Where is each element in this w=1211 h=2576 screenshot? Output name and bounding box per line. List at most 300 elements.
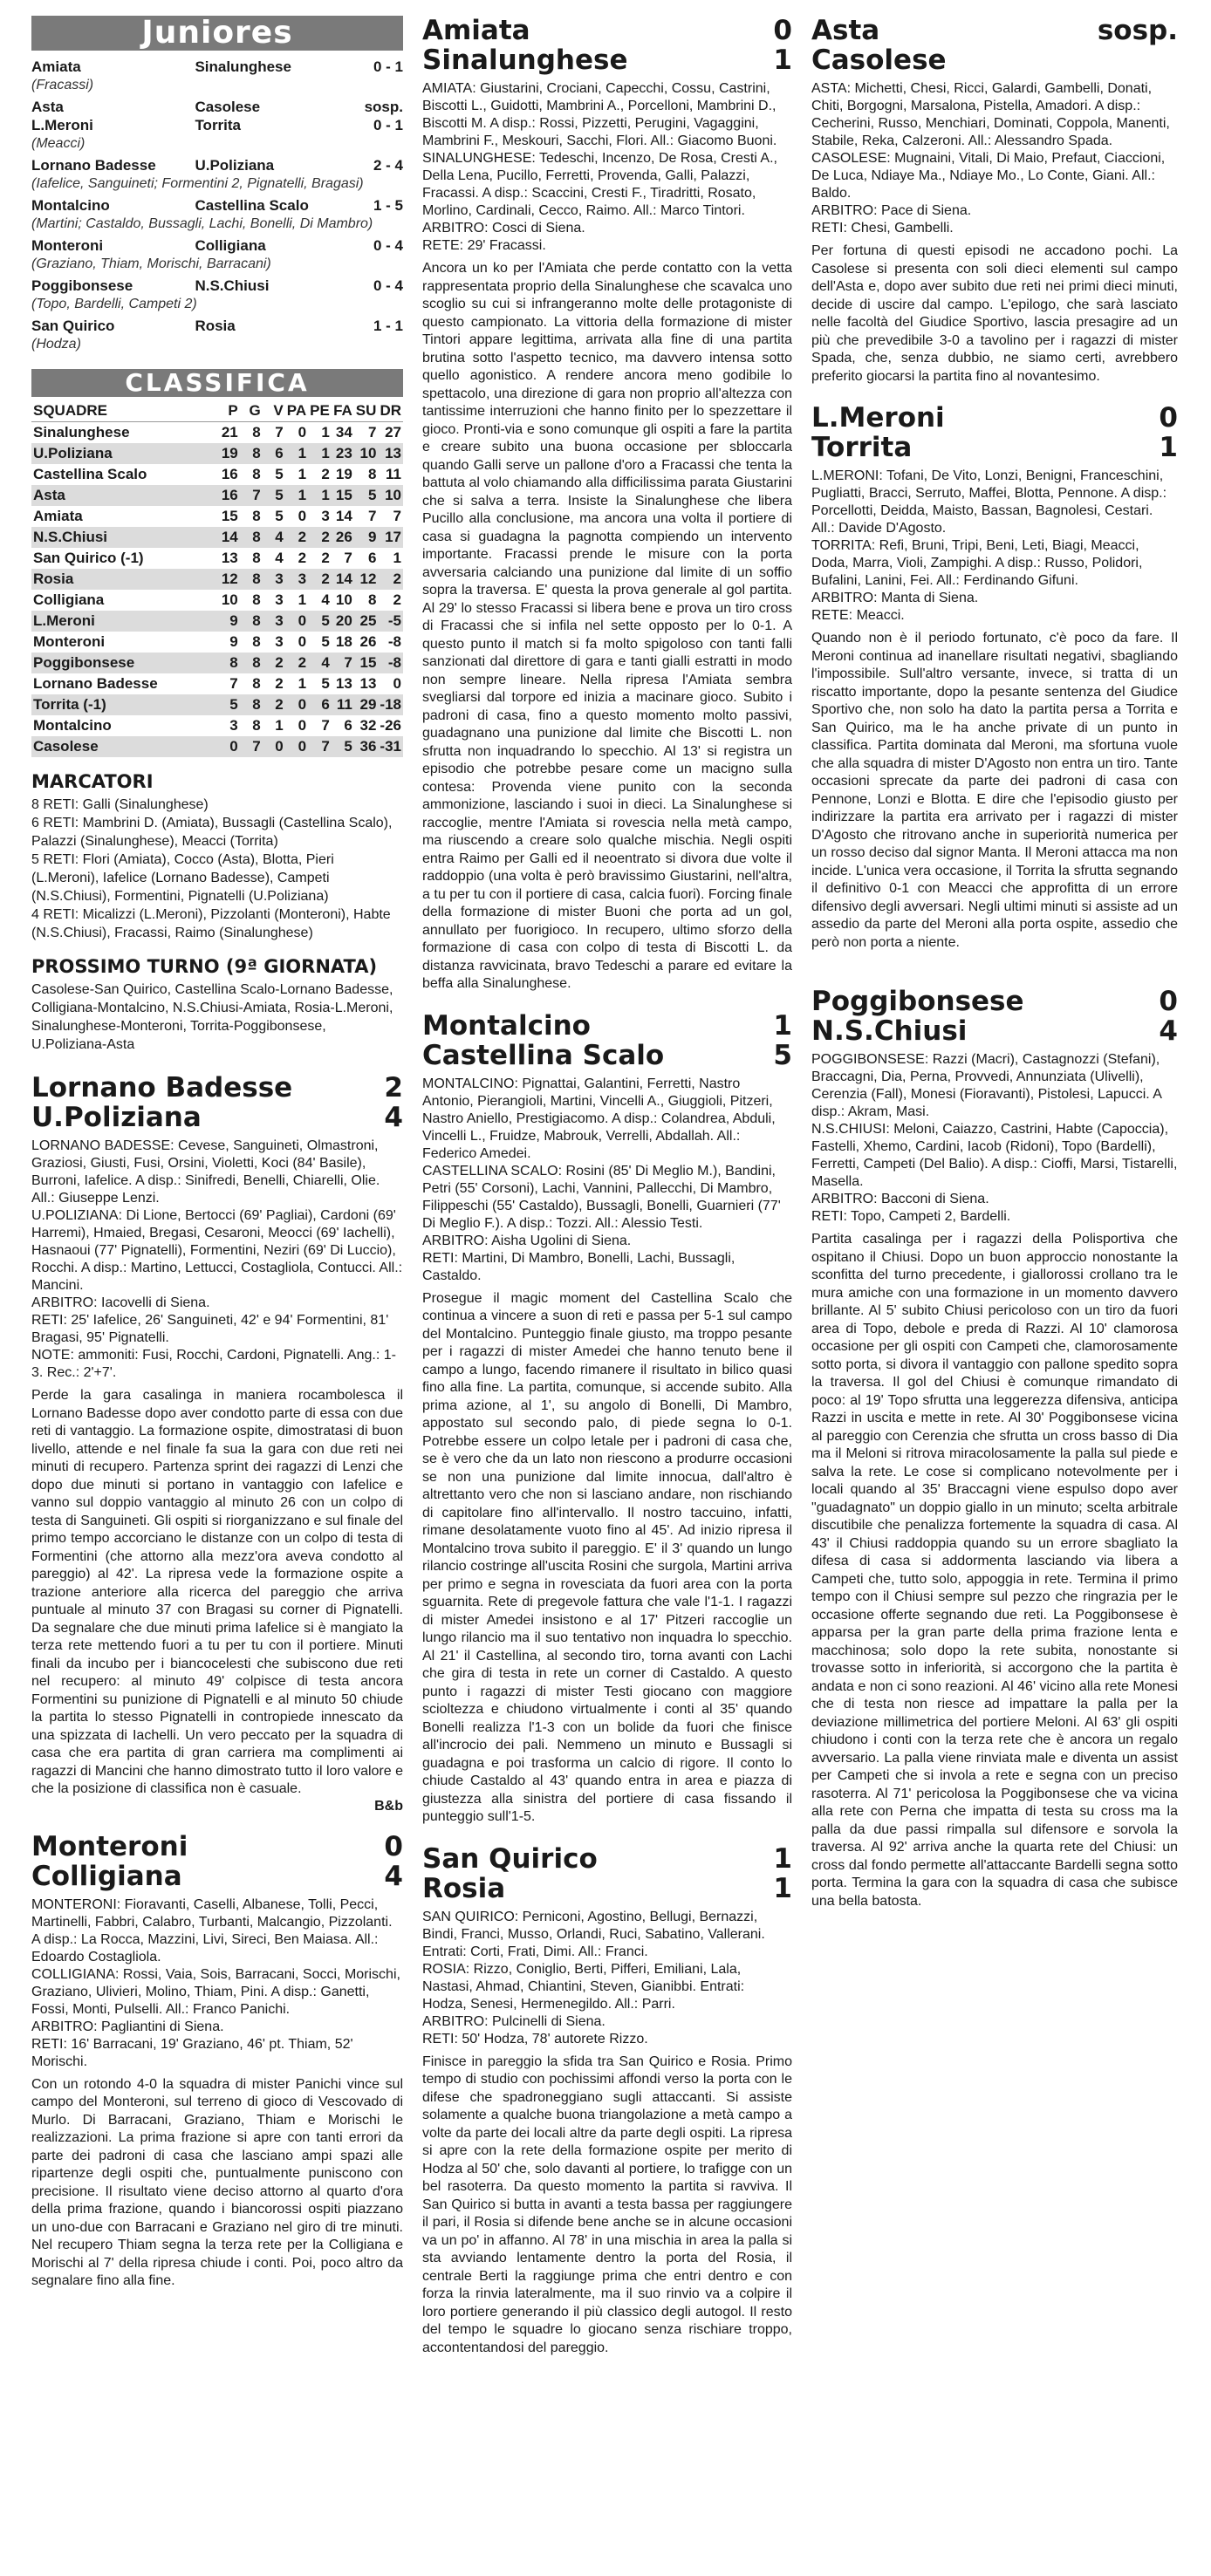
classifica-banner: CLASSIFICA (31, 369, 403, 397)
standings-cell: 1 (393, 550, 401, 566)
result-scorers-row (31, 335, 403, 357)
standings-header: V (263, 400, 285, 422)
referee: ARBITRO: Cosci di Siena. (422, 221, 585, 236)
result-score: 0 - 1 (373, 58, 403, 75)
standings-cell: 12 (217, 569, 240, 590)
standings-cell: 7 (367, 508, 377, 524)
away-team: N.S.Chiusi (195, 277, 270, 294)
standings-cell: 2 (321, 550, 330, 566)
standings-cell: 3 (275, 591, 284, 608)
result-scorers-row (31, 76, 403, 98)
result-row (31, 116, 403, 134)
standings-cell: 9 (354, 527, 379, 548)
result-scorers: (Iafelice, Sanguineti; Formentini 2, Pignatelli, Bragasi) (31, 176, 364, 191)
scorers-title: MARCATORI (31, 771, 154, 792)
standings-cell: 2 (285, 653, 308, 673)
standings-cell: 3 (321, 508, 330, 524)
match-lornano (31, 1073, 403, 1814)
home-team: Monteroni (31, 237, 104, 254)
away-lineup: ROSIA: Rizzo, Coniglio, Berti, Pifferi, Emiliani, Lala, Nastasi, Ahmad, Chiantini, Steven, Gianibbi. Entrati: Hodza, Senesi, Hermenegildo. All.: Parri. (422, 1961, 745, 2012)
result-row (31, 317, 403, 335)
standings-cell: 8 (252, 633, 261, 650)
away-team: Castellina Scalo (195, 197, 309, 214)
standings-row (31, 736, 403, 757)
standings-cell: 2 (378, 569, 403, 590)
home-team: Montalcino (422, 1009, 591, 1042)
standings-cell: 6 (367, 550, 377, 566)
away-team: Sinalunghese (422, 44, 628, 76)
standings-cell: 5 (354, 485, 379, 506)
home-lineup: LORNANO BADESSE: Cevese, Sanguineti, Olmastroni, Graziosi, Giusti, Fusi, Orsini, Violetti, Koci (84' Basile), Burroni, Iafelice. A disp.: Sinifredi, Benelli, Chiarelli, Olie. All.: Giuseppe Lenzi. (31, 1138, 380, 1206)
standings-cell: 8 (367, 466, 377, 482)
home-score: 0 (773, 16, 792, 46)
standings-cell: 0 (263, 736, 285, 757)
standings-row (31, 464, 403, 485)
home-team: Montalcino (31, 197, 110, 214)
standings-cell: 21 (221, 424, 238, 441)
standings-cell: 0 (298, 717, 307, 734)
goals: RETI: Chesi, Gambelli. (811, 221, 954, 236)
standings-cell: 8 (367, 591, 377, 608)
match-lineups (811, 80, 1178, 237)
standings-team: Rosia (31, 569, 217, 590)
match-poggibonsese (811, 987, 1178, 1910)
home-team: Amiata (422, 16, 530, 46)
referee: ARBITRO: Manta di Siena. (811, 591, 979, 605)
standings-team: Montalcino (33, 717, 112, 734)
standings-cell: 2 (263, 694, 285, 715)
away-team: Colligiana (195, 237, 266, 254)
standings-cell: 15 (354, 653, 379, 673)
scorer-line: 6 RETI: Mambrini D. (Amiata), Bussagli (Castellina Scalo), Palazzi (Sinalunghese), Meacci (Torrita) (31, 816, 393, 849)
standings-cell: 10 (354, 443, 379, 464)
result-scorers-row (31, 255, 403, 277)
scorers-list (31, 796, 403, 942)
column-left (31, 16, 403, 2291)
result-scorers-row (31, 134, 403, 156)
standings-cell: 25 (354, 611, 379, 632)
standings-cell: 10 (335, 591, 352, 608)
standings-team: Sinalunghese (33, 424, 130, 441)
standings-cell: 2 (321, 466, 330, 482)
standings-cell: 5 (275, 508, 284, 524)
standings-row (31, 590, 403, 611)
standings-cell: 1 (298, 675, 307, 692)
standings-cell: 8 (240, 653, 263, 673)
result-row (31, 156, 403, 174)
standings-cell: 36 (354, 736, 379, 757)
result-scorers: (Fracassi) (31, 78, 94, 92)
away-team: Sinalunghese (195, 58, 291, 75)
result-score: 2 - 4 (373, 157, 403, 174)
result-score: 1 - 1 (373, 318, 403, 334)
result-scorers: (Martini; Castaldo, Bussagli, Lachi, Bonelli, Di Mambro) (31, 216, 373, 231)
referee: ARBITRO: Pulcinelli di Siena. (422, 2013, 606, 2029)
goals: RETI: Topo, Campeti 2, Bardelli. (811, 1209, 1011, 1224)
standings-cell: 4 (275, 550, 284, 566)
standings-cell: 14 (217, 527, 240, 548)
home-team: Lornano Badesse (31, 157, 156, 174)
standings-cell: 3 (263, 569, 285, 590)
standings-cell: 2 (298, 550, 307, 566)
home-team: L.Meroni (811, 402, 945, 434)
result-row (31, 58, 403, 76)
result-score: 1 - 5 (373, 197, 403, 214)
away-score: 5 (773, 1039, 792, 1071)
home-lineup: MONTALCINO: Pignattai, Galantini, Ferretti, Nastro Antonio, Pierangioli, Martini, Vincelli A., Giuggioli, Pitzeri, Nastro Aniello, Prestigiacomo. A disp.: Colandrea, Abduli, Vincelli L., Fruidze, Mabrouk, Verrelli, Abdallah. All.: Federico Amedei. (422, 1076, 776, 1161)
next-round-title: PROSSIMO TURNO (9ª GIORNATA) (31, 956, 378, 977)
standings-cell: 7 (321, 717, 330, 734)
standings-cell: 13 (221, 550, 238, 566)
match-report: Partita casalinga per i ragazzi della Polisportiva che ospitano il Chiusi. Dopo un buon approccio nonostante la sconfitta del turno precedente, i giallorossi crollano tra le mura amiche con una formazione in un momento davvero brillante. Al 5' subito Chiusi pericoloso con un tiro da fuori area di Topo, debole e preda di Razzi. Al 10' clamorosa occasione per gli ospiti con Campeti che, clamorosamente sotto porta, si divora il vantaggio con pallone spedito sopra la traversa. Il gol del Chiusi è comunque rimandato di poco: al 19' Topo sfrutta una leggerezza difensiva, anticipa Razzi in uscita e mette in rete. Al 30' Poggibonsese vicina al pareggio con Cerenzia che sfrutta un cross basso di Dia ma il Meloni si ritrova miracolosamente la palla sul piede e salva la rete. Le cose si complicano notevolmente per i locali quando al 35' Braccagni viene espulso dopo aver "guadagnato" un doppio giallo in un minuto; scelta arbitrale discutibile che penalizza fortemente la squadra di casa. Al 43' il Chiusi raddoppia quando su un errore sbagliato la difesa di casa si addormenta lasciando via libera a Campeti che, tutto solo, appoggia in rete. Termina il primo tempo con il Chiusi sempre sul pezzo che ringrazia per le occasione offerte segnando due reti. La Poggibonsese è apparsa per la gran parte della prima frazione lenta e macchinosa; solo dopo la rete subita, nonostante si trovasse sotto in inferiorità, si accorgono che la partita è andata e non ci sono reazioni. Al 46' vicino alla rete Monesi che di testa non riesce ad impattare la palla per la deviazione millimetrica del portiere Meloni. Al 63' gli ospiti chiudono i conti con la terza rete che è ancora un regalo avversario. La palla viene rinviata male e diventa un assist per Campeti che si invola a rete e segna con un preciso rasoterra. Al 71' pericolosa la Poggibonsese che va vicina alla rete con Perna che impatta di testa su cross ma la palla da due passi rimpalla sul difensore e sorvola la traversa. Al 92' arriva anche la quarta rete del Chiusi: un cross dal fondo permette all'attaccante Bardelli segna sotto porta. Termina la gara con la squadra di casa che subisce una bella batosta. (811, 1232, 1178, 1909)
standings-cell: 27 (385, 424, 401, 441)
match-amiata (422, 16, 792, 994)
standings-cell: 2 (263, 653, 285, 673)
match-report: Perde la gara casalinga in maniera rocambolesca il Lornano Badesse dopo aver condotto parte di essa con due reti di vantaggio. La formazione ospite, dimostratasi di buon livello, attende e nel finale fa sua la gara con due reti nei minuti di recupero. Partenza sprint dei ragazzi di Lenzi che dopo due minuti si portano in vantaggio con Iafelice e vanno sul doppio vantaggio al minuto 26 con un colpo di testa di Sanguineti. Gli ospiti si riorganizzano e sul finale del primo tempo accorciano le distanze con un colpo di testa di Formentini (che attorno alla mezz'ora aveva condotto al pareggio) al 42'. La ripresa vede la formazione ospite a trazione anteriore alla ricerca del pareggio che arriva puntuale al minuto 37 con Bragasi su corner di Pignatelli. Da segnalare che due minuti prima Iafelice si è mangiato la terza rete mettendo fuori a tu per tu con il portiere. Minuti finali da incubo per i biancocelesti che subiscono due reti nel recupero: al minuto 49' colpisce di testa ancora Formentini su punizione di Pignatelli e al minuto 50 chiude la partita lo stesso Pignatelli in contropiede innescato da una spizzata di Iachelli. Un vero peccato per la squadra di casa che era partita di gran carriera ma complimenti ai ragazzi di Mancini che hanno dimostrato tutto il loro valore e che la posizione di classifica non è casuale. (31, 1388, 403, 1796)
standings-row (31, 443, 403, 464)
standings-cell: 10 (221, 591, 238, 608)
home-lineup: L.MERONI: Tofani, De Vito, Lonzi, Benigni, Franceschini, Pugliatti, Bracci, Serruto, Maffei, Blotta, Pennone. A disp.: Porcellotti, Deidda, Maisto, Bassan, Bagnolesi, Cestari. All.: Davide D'Agosto. (811, 468, 1167, 536)
match-report: Quando non è il periodo fortunato, c'è poco da fare. Il Meroni continua ad inanellare risultati negativi, sbagliando l'impossibile. Sull'altro versante, invece, si tratta di un riscatto importante, dopo la pesante sentenza del Giudice Sportivo che, non solo ha dato la partita persa a Torrita e San Quirico, ma le ha anche private di un punto in classifica. Partita dominata dal Meroni, ma sfortuna vuole che alla squadra di mister D'Agosto non entra un tiro. Tante occasioni sprecate da parte dei padroni di casa con Pennone, Lonzi e Blotta. E dire che l'episodio giusto per indirizzare la partita era arrivato per i ragazzi di mister D'Agosto che ritrovano anche in superiorità numerica per un rosso deciso dal signor Manta. Il Meroni attacca ma non incide. L'unica vera occasione, il Torrita la sfrutta segnando il definitivo 0-1 con Meacci che approfitta di un errore difensivo degli avversari. Negli ultimi minuti si assiste ad un assedio da parte del Meroni alla porta ospite, assedio che però non porta a niente. (811, 631, 1178, 950)
home-team: L.Meroni (31, 117, 93, 133)
results-table (31, 58, 403, 357)
standings-cell: 26 (359, 633, 377, 650)
away-lineup: COLLIGIANA: Rossi, Vaia, Sois, Barracani, Socci, Morischi, Graziano, Ulivieri, Molino, Thiam, Pini. A disp.: Ganetti, Fossi, Monti, Pulselli. All.: Franco Panichi. (31, 1966, 400, 2017)
match-lineups (31, 1138, 403, 1382)
standings-cell: 8 (240, 569, 263, 590)
result-row (31, 236, 403, 255)
standings-cell: 20 (332, 611, 354, 632)
standings-team: Asta (31, 485, 217, 506)
standings-cell: 8 (240, 443, 263, 464)
standings-cell: 19 (335, 466, 352, 482)
standings-cell: 0 (298, 508, 307, 524)
standings-cell: 14 (332, 569, 354, 590)
result-scorers: (Meacci) (31, 136, 86, 151)
standings-cell: 18 (335, 633, 352, 650)
standings-cell: 8 (252, 508, 261, 524)
standings-team: Casolese (31, 736, 217, 757)
away-team: Torrita (811, 432, 913, 463)
standings-cell: 1 (321, 424, 330, 441)
standings-cell: 3 (263, 611, 285, 632)
standings-cell: 2 (393, 591, 401, 608)
match-report: Finisce in pareggio la sfida tra San Quirico e Rosia. Primo tempo di studio con pochissimi affondi verso la porta con le difese che spadroneggiano sugli attaccanti. Si assiste solamente a qualche buona triangolazione a metà campo a volte da parte dei locali altre da parte degli ospiti. La ripresa si apre con la rete della formazione ospite per merito di Hodza al 50' che, solo davanti al portiere, lo trafigge con un bel rasoterra. Da questo momento la partita si ravviva. Il San Quirico si butta in avanti a testa bassa per raggiungere il pari, il Rosia si difende bene anche se in alcune occasioni va un po' in affanno. Al 78' in una mischia in area la palla si sta avviando lentamente dentro la porta del Rosia, il centrale Berti la raggiunge prima che entri dentro e con forza la rinvia lateralmente, ma il suo rinvio va a colpire il loro portiere generando il più classico degli autogol. Il resto del tempo le squadre lo giocano senza rischiare troppo, accontentandosi del pareggio. (422, 2053, 792, 2355)
standings-cell: 3 (275, 633, 284, 650)
away-team: Rosia (195, 318, 236, 334)
standings-cell: -8 (387, 633, 401, 650)
match-lineups (811, 1051, 1178, 1226)
goals: RETI: 16' Barracani, 19' Graziano, 46' pt. Thiam, 52' Morischi. (31, 2036, 353, 2069)
standings-cell: 1 (298, 591, 307, 608)
goals: RETI: Martini, Di Mambro, Bonelli, Lachi, Bussagli, Castaldo. (422, 1250, 735, 1283)
result-row (31, 98, 403, 116)
goals: RETE: 29' Fracassi. (422, 238, 546, 253)
standings-cell: 8 (252, 550, 261, 566)
referee: ARBITRO: Iacovelli di Siena. (31, 1295, 210, 1310)
home-score: 0 (1159, 986, 1178, 1017)
standings-row (31, 527, 403, 548)
home-team: Poggibonsese (811, 986, 1024, 1017)
home-team: Poggibonsese (31, 277, 133, 294)
home-team: Lornano Badesse (31, 1072, 293, 1104)
standings-cell: 13 (335, 675, 352, 692)
standings-team: Lornano Badesse (33, 675, 158, 692)
standings-cell: 4 (263, 527, 285, 548)
standings-cell: 7 (367, 424, 377, 441)
standings-cell: 0 (285, 736, 308, 757)
match-report: Con un rotondo 4-0 la squadra di mister Panichi vince sul campo del Monteroni, sul terreno di gioco di Vescovado di Murlo. Di Barracani, Graziano, Thiam e Morischi le realizzazioni. La prima frazione si apre con tanti errori da parte dei padroni di casa che lasciano ampi spazi alle ripartenze degli ospiti che, puntualmente puniscono con precisione. Il risultato viene deciso attorno al quarto d'ora della prima frazione, quando i biancorossi ospiti piazzano un uno-due con Barracani e Graziano nel giro di tre minuti. Nel recupero Thiam segna la terza rete per la Colligiana e Morischi al 7' della ripresa chiude i conti. Poi, poco altro da segnalare fino alla fine. (31, 2076, 403, 2288)
home-lineup: AMIATA: Giustarini, Crociani, Capecchi, Cossu, Castrini, Biscotti L., Guidotti, Mambrini A., Porcelloni, Mambrini D., Biscotti M. A disp.: Rossi, Pizzetti, Perugini, Vagaggini, Mambrini F., Meskouri, Sacchi, Flori. All.: Giacomo Buoni. (422, 81, 777, 148)
standings-cell: 0 (217, 736, 240, 757)
home-score: sosp. (1097, 16, 1178, 46)
result-score: 0 - 4 (373, 237, 403, 254)
away-score: 4 (384, 1860, 403, 1892)
standings-cell: 15 (221, 508, 238, 524)
standings-cell: 17 (378, 527, 403, 548)
standings-row (31, 694, 403, 715)
home-team: San Quirico (31, 318, 115, 334)
referee: ARBITRO: Bacconi di Siena. (811, 1192, 989, 1206)
referee: ARBITRO: Pagliantini di Siena. (31, 2019, 224, 2034)
standings-row (31, 422, 403, 444)
standings-cell: 10 (378, 485, 403, 506)
match-report: Per fortuna di questi episodi ne accadono pochi. La Casolese si presenta con soli dieci elementi sul campo dell'Asta e, dopo aver subito due reti nei primi dieci minuti, decide di uscire dal campo. L'epilogo, che sarà lasciato nelle facoltà del Giudice Sportivo, lascia presagire ad un più che prevedibile 3-0 a tavolino per i ragazzi di mister Spada, che, senza dubbio, ne siamo certi, avrebbero preferito giocarsi la partita fino al novantesimo. (811, 243, 1178, 384)
result-scorers: (Hodza) (31, 337, 81, 352)
scorer-line: 5 RETI: Flori (Amiata), Cocco (Asta), Blotta, Pieri (L.Meroni), Iafelice (Lornano Badesse), Campeti (N.S.Chiusi), Formentini, Pignatelli (U.Poliziana) (31, 852, 334, 904)
home-team: Monteroni (31, 1830, 188, 1862)
away-score: 1 (773, 1872, 792, 1904)
standings-cell: -26 (380, 717, 401, 734)
standings-cell: 1 (275, 717, 284, 734)
match-lineups (422, 1076, 792, 1285)
standings-row (31, 569, 403, 590)
standings-team: Castellina Scalo (33, 466, 147, 482)
away-lineup: CASTELLINA SCALO: Rosini (85' Di Meglio M.), Bandini, Petri (55' Corsoni), Lachi, Vannini, Pallecchi, Di Mambro, Filippeschi (55' Castaldo), Bussagli, Bonelli, Guarnieri (77' Di Meglio F.). A disp.: Tozzi. All.: Alessio Testi. (422, 1163, 781, 1231)
standings-cell: 8 (217, 653, 240, 673)
standings-cell: 0 (298, 424, 307, 441)
result-score: sosp. (364, 99, 403, 115)
standings-cell: 6 (263, 443, 285, 464)
standings-header: SU (354, 400, 379, 422)
standings-row (31, 632, 403, 653)
standings-header: PA (285, 400, 308, 422)
standings-cell: 26 (332, 527, 354, 548)
scorer-line: 8 RETI: Galli (Sinalunghese) (31, 797, 209, 812)
home-lineup: POGGIBONSESE: Razzi (Macri), Castagnozzi (Stefani), Braccagni, Dia, Perna, Provvedi, Annunziata (Ulivelli), Cerenzia (Fall), Monesi (Fioravanti), Pistolesi, Lapucci. A disp.: Akram, Masi. (811, 1052, 1162, 1119)
standings-cell: 19 (217, 443, 240, 464)
standings-cell: 12 (354, 569, 379, 590)
standings-cell: 2 (275, 675, 284, 692)
standings-cell: 11 (332, 694, 354, 715)
standings-cell: 7 (240, 736, 263, 757)
standings-cell: 32 (359, 717, 377, 734)
standings-cell: 8 (252, 424, 261, 441)
result-scorers-row (31, 215, 403, 236)
standings-cell: 16 (217, 485, 240, 506)
standings-cell: 5 (263, 485, 285, 506)
standings-cell: 0 (285, 694, 308, 715)
standings-cell: 0 (285, 611, 308, 632)
standings-row (31, 548, 403, 569)
away-team: U.Poliziana (195, 157, 275, 174)
standings-cell: 11 (386, 466, 401, 482)
home-score: 0 (1159, 402, 1178, 434)
standings-cell: 1 (285, 485, 308, 506)
standings-cell: 8 (252, 591, 261, 608)
standings-team: Colligiana (33, 591, 105, 608)
standings-row (31, 653, 403, 673)
standings-header: PE (308, 400, 332, 422)
result-scorers-row (31, 295, 403, 317)
standings-cell: -18 (378, 694, 403, 715)
standings-cell: 13 (378, 443, 403, 464)
standings-cell: 7 (275, 424, 284, 441)
goals: RETI: 50' Hodza, 78' autorete Rizzo. (422, 2031, 648, 2046)
away-team: Casolese (195, 99, 261, 115)
standings-cell: 5 (332, 736, 354, 757)
home-lineup: ASTA: Michetti, Chesi, Ricci, Galardi, Gambelli, Donati, Chiti, Borgogni, Marsalona, Pistella, Amadori. A disp.: Cecherini, Russo, Menchiari, Dominati, Coppola, Manenti, Stabile, Reka, Calzeroni. All.: Alessandro Spada. (811, 81, 1170, 148)
standings-cell: 1 (298, 466, 307, 482)
goals: RETI: 25' Iafelice, 26' Sanguineti, 42' e 94' Formentini, 81' Bragasi, 95' Pignatelli. (31, 1313, 389, 1345)
standings-cell: 4 (308, 653, 332, 673)
referee: ARBITRO: Pace di Siena. (811, 203, 972, 218)
standings-team: Poggibonsese (31, 653, 217, 673)
away-score: 4 (384, 1102, 403, 1133)
goals: RETE: Meacci. (811, 608, 905, 623)
standings-cell: 7 (332, 653, 354, 673)
standings-cell: 2 (308, 569, 332, 590)
result-score: 0 - 1 (373, 117, 403, 133)
standings-row (31, 485, 403, 506)
standings-cell: 2 (285, 527, 308, 548)
away-lineup: N.S.CHIUSI: Meloni, Caiazzo, Castrini, Habte (Capoccia), Fastelli, Xhemo, Cardini, Iacob (Ridoni), Topo (Bardelli), Ferretti, Campeti (Del Balio). A disp.: Cioffi, Marsi, Tistarelli, Masella. (811, 1122, 1178, 1189)
standings-cell: 3 (285, 569, 308, 590)
scorer-line: 4 RETI: Micalizzi (L.Meroni), Pizzolanti (Monteroni), Habte (N.S.Chiusi), Fracassi, Raimo (Sinalunghese) (31, 907, 391, 940)
standings-cell: 23 (332, 443, 354, 464)
match-meroni (811, 403, 1178, 952)
notes: NOTE: ammoniti: Fusi, Rocchi, Cardoni, Pignatelli. Ang.: 1-3. Rec.: 2'+7'. (31, 1348, 396, 1380)
standings-team: Torrita (-1) (31, 694, 217, 715)
standings-cell: 8 (240, 694, 263, 715)
standings-header: FA (332, 400, 354, 422)
match-asta (811, 16, 1178, 386)
standings-cell: 16 (221, 466, 238, 482)
standings-cell: 29 (354, 694, 379, 715)
standings-cell: 14 (335, 508, 352, 524)
match-lineups (31, 1896, 403, 2071)
standings-cell: 8 (252, 717, 261, 734)
home-team: Asta (811, 16, 880, 46)
result-row (31, 196, 403, 215)
standings-cell: -8 (378, 653, 403, 673)
standings-row (31, 506, 403, 527)
standings-cell: 5 (217, 694, 240, 715)
match-report: Ancora un ko per l'Amiata che perde contatto con la vetta rappresentata proprio della Sinalunghese che scavalca uno scoglio su cui si infrangeranno molte delle protagoniste di questo campionato. La vittoria della formazione di mister Tintori appare legittima, arrivata alla fine di una partita brutina sotto l'aspetto tecnico, ma davvero intensa sotto quello agonistico. A rendere ancora meno godibile lo spettacolo, una direzione di gara non proprio all'altezza con tantissime interruzioni che hanno finito per lo spezzettare il gioco. Pronti-via e sono comunque gli ospiti a fare la partita e creare subito una buona occasione per sbloccarla quando Galli serve un pallone d'oro a Fracassi che tenta la battuta al volo chiamando alla difficilissima parata Giustarini che si salva a terra. Insiste la Sinalunghese che libera Pucillo alla conclusione, ma ancora una volta il portiere di casa si guadagna la pagnotta compiendo un intervento importante. Fracassi prende le misure con la porta avversaria calciando una punizione dal limite di un soffio sopra la traversa. E' questa la prova generale al gol partita. Al 29' lo stesso Fracassi si libera bene e prova un tiro cross di Fracassi che si infila nel sette opposto per lo 0-1. A questo punto il match si fa molto spigoloso con tanti falli sanzionati dal direttore di gara e tanti gialli estratti in modo non sempre lineare. Nella ripresa l'Amiata sembra svegliarsi dal torpore ed inizia a macinare gioco. Subito i padroni di casa, fino a questo momento molto passivi, guadagnano una punizione dal limite che Biscotti L. non sfrutta non inquadrando lo specchio. Al 13' si registra un episodio che potrebbe pesare come un macigno sulla contesa: Provenda viene punito con la seconda ammonizione, lasciando i suoi in dieci. La Sinalunghese si raccoglie, mentre l'Amiata si rovescia nella metà campo, ma riuscendo a creare solo qualche mischia. Negli ospiti entra Raimo per Galli ed il neoentrato si divora due volte il raddoppio (una volta è però bravissimo Giustarini, nell'altra, a tu per tu con il portiere di casa, calcia fuori). Forcing finale della formazione di mister Buoni che porta ad un gol, annullato per fuorigioco. In recupero, ultimo sforzo della formazione di casa con colpo di testa di Biscotti L. da distanza ravvicinata, bravo Tedeschi a parare ed evitare la beffa alla Sinalunghese. (422, 261, 792, 991)
home-score: 0 (384, 1830, 403, 1862)
author-signature: B&b (374, 1798, 403, 1814)
standings-cell: 7 (308, 736, 332, 757)
standings-cell: 5 (321, 633, 330, 650)
away-team: Rosia (422, 1872, 506, 1904)
away-lineup: CASOLESE: Mugnaini, Vitali, Di Maio, Prefaut, Ciaccioni, De Luca, Ndiaye Ma., Ndiaye Mo., Lo Conte, Giani. All.: Baldo. (811, 151, 1166, 201)
result-score: 0 - 4 (373, 277, 403, 294)
standings-cell: 0 (393, 675, 401, 692)
standings-cell: 7 (240, 485, 263, 506)
standings-team: Monteroni (33, 633, 106, 650)
match-lineups (422, 1909, 792, 2048)
home-lineup: MONTERONI: Fioravanti, Caselli, Albanese, Tolli, Pecci, Martinelli, Fabbri, Calabro, Turbanti, Malcangio, Pizzolanti. A disp.: La Rocca, Mazzini, Livi, Sireci, Ben Maiasa. All.: Edoardo Costagliola. (31, 1896, 393, 1964)
standings-cell: 7 (344, 550, 352, 566)
away-team: Torrita (195, 117, 242, 133)
home-lineup: SAN QUIRICO: Perniconi, Agostino, Bellugi, Bernazzi, Bindi, Franci, Musso, Orlandi, Ruci, Sabatino, Vallerani. Entrati: Corti, Frati, Dimi. All.: Franci. (422, 1909, 765, 1959)
next-round-text: Casolese-San Quirico, Castellina Scalo-Lornano Badesse, Colligiana-Montalcino, N.S.Chiusi-Amiata, Rosia-L.Meroni, Sinalunghese-Monteroni, Torrita-Poggibonsese, U.Poliziana-Asta (31, 982, 393, 1052)
home-team: San Quirico (422, 1842, 598, 1875)
away-score: 1 (773, 44, 792, 76)
away-score: 4 (1159, 1015, 1178, 1047)
away-team: Castellina Scalo (422, 1039, 665, 1071)
juniores-banner: Juniores (31, 16, 403, 51)
standings-row (31, 715, 403, 736)
column-right (811, 16, 1178, 1910)
column-middle (422, 16, 792, 2357)
match-report: Prosegue il magic moment del Castellina Scalo che continua a vincere a suon di reti e passa per 5-1 sul campo del Montalcino. Punteggio finale giusto, ma troppo pesante per i ragazzi di mister Amedei che hanno tenuto bene il campo a lungo, facendo rimanere il risultato in bilico quasi fino alla fine. La partita, comunque, si accende subito. Alla prima azione, al 1', su angolo di Bonelli, Di Mambro, appostato sul secondo palo, di piede segna lo 0-1. Potrebbe essere un colpo letale per i padroni di casa che, se è vero che da un lato non riescono a produrre occasioni se non una punizione dal limite innocua, dall'altro è altrettanto vero che non si lasciano andare, non rischiando di capitolare fino all'intervallo. Il nostro taccuino, infatti, rimane desolatamente vuoto fino al 45'. Ad inizio ripresa il Montalcino trova subito il pareggio. E' il 3' quando un lungo rilancio costringe all'uscita Rosini che surgola, Martini arriva per primo e segna in rovesciata da fuori area con la porta sguarnita. Rete di pregevole fattura che vale l'1-1. I ragazzi di mister Amedei insistono e al 17' Pitzeri raccoglie un lungo rilancio ma il suo tentativo non inquadra lo specchio. Al 21' il Castellina, al secondo tiro, torna avanti con Lachi che gira di testa in rete un corner di Castaldo. A questo punto i ragazzi di mister Testi giocano con maggiore scioltezza e chiudono virtualmente i conti al 35' quando Bonelli realizza l'1-3 con un bolide da fuori che finisce all'incrocio dei pali. Nemmeno un minuto e Bussagli si guadagna e poi trasforma un calcio di rigore. Il conto lo chiude Castaldo al 43' quando entra in area e piazza di giustezza alla sinistra del portiere di casa fissando il punteggio sull'1-5. (422, 1290, 792, 1824)
standings-cell: 9 (217, 611, 240, 632)
match-monteroni (31, 1832, 403, 2291)
standings-cell: 8 (252, 466, 261, 482)
result-scorers: (Graziano, Thiam, Morischi, Barracani) (31, 256, 271, 271)
standings-cell: 8 (240, 527, 263, 548)
standings-header: DR (378, 400, 403, 422)
standings-cell: 5 (321, 675, 330, 692)
away-lineup: TORRITA: Refi, Bruni, Tripi, Beni, Leti, Biagi, Meacci, Doda, Marra, Violi, Zampighi. A disp.: Russo, Polidori, Bufalini, Lanini, Fei. All.: Ferdinando Gifuni. (811, 538, 1143, 588)
standings-cell: 6 (344, 717, 352, 734)
standings-team: Amiata (33, 508, 83, 524)
match-lineups (811, 468, 1178, 625)
standings-cell: 2 (308, 527, 332, 548)
standings-cell: 1 (285, 443, 308, 464)
home-score: 1 (773, 1009, 792, 1042)
standings-cell: 8 (240, 611, 263, 632)
standings-cell: 5 (308, 611, 332, 632)
away-team: U.Poliziana (31, 1102, 202, 1133)
standings-header: SQUADRE (31, 400, 217, 422)
standings-cell: 1 (308, 485, 332, 506)
standings-cell: 3 (229, 717, 238, 734)
standings-team: L.Meroni (31, 611, 217, 632)
away-lineup: U.POLIZIANA: Di Lione, Bertocci (69' Pagliai), Cardoni (69' Harremi), Hmaied, Bregasi, Cesaroni, Meocci (69' Iachelli), Hasnaoui (77' Pignatelli), Formentini, Neziri (69' Di Luccio), Rocchi. A disp.: Martino, Lettucci, Costagliola, Contucci. All.: Mancini. (31, 1208, 403, 1293)
result-scorers: (Topo, Bardelli, Campeti 2) (31, 297, 197, 311)
standings-cell: 1 (308, 443, 332, 464)
match-lineups (422, 80, 792, 255)
home-score: 1 (773, 1842, 792, 1875)
home-team: Asta (31, 99, 64, 115)
standings-cell: -5 (378, 611, 403, 632)
standings-header: P (217, 400, 240, 422)
away-score: 1 (1159, 432, 1178, 463)
away-lineup: SINALUNGHESE: Tedeschi, Incenzo, De Rosa, Cresti A., Della Lena, Pucillo, Ferretti, Provenda, Galli, Palazzi, Fracassi. A disp.: Scaccini, Cresti F., Tiradritti, Rosato, Morlino, Cardinali, Cecco, Raimo. All.: Marco Tintori. (422, 151, 777, 218)
standings-cell: 5 (275, 466, 284, 482)
match-montalcino (422, 1011, 792, 1827)
standings-row (31, 673, 403, 694)
away-team: N.S.Chiusi (811, 1015, 968, 1047)
away-team: Colligiana (31, 1860, 182, 1892)
standings-table (31, 400, 403, 757)
standings-cell: 7 (229, 675, 238, 692)
match-sanquirico (422, 1844, 792, 2358)
standings-cell: 0 (298, 633, 307, 650)
standings-cell: 4 (321, 591, 330, 608)
